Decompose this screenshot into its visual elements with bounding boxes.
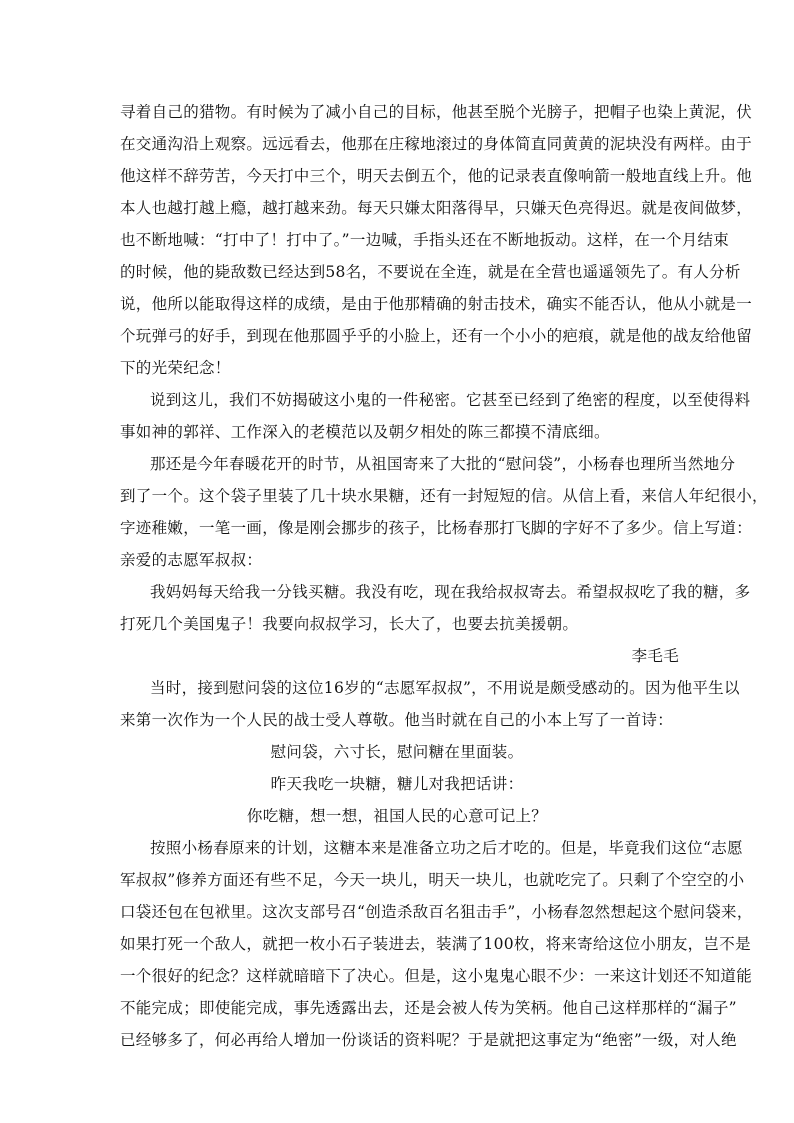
text-line: 寻着自己的猎物。有时候为了减小自己的目标，他甚至脱个光膀子，把帽子也染上黄泥，伏 bbox=[120, 103, 753, 121]
poem-line: 昨天我吃一块糖，糖儿对我把话讲： bbox=[270, 775, 524, 793]
text-line: 事如神的郭祥、工作深入的老模范以及朝夕相处的陈三都摸不清底细。 bbox=[120, 423, 610, 441]
text-line: 的时候，他的毙敌数已经达到58名，不要说在全连，就是在全营也遥遥领先了。有人分析 bbox=[120, 263, 741, 281]
paragraph-first-line: 那还是今年春暖花开的时节，从祖国寄来了大批的“慰问袋”，小杨春也理所当然地分 bbox=[150, 455, 736, 473]
text-line: 一个很好的纪念？这样就暗暗下了决心。但是，这小鬼鬼心眼不少：一来这计划还不知道能 bbox=[120, 967, 753, 985]
text-line: 也不断地喊：“打中了！打中了。”一边喊，手指头还在不断地扳动。这样，在一个月结束 bbox=[120, 231, 730, 249]
text-line: 个玩弹弓的好手，到现在他那圆乎乎的小脸上，还有一个小小的疤痕，就是他的战友给他留 bbox=[120, 327, 753, 345]
paragraph-first-line: 当时，接到慰问袋的这位16岁的“志愿军叔叔”，不用说是颇受感动的。因为他平生以 bbox=[150, 679, 740, 697]
letter-signature: 李毛毛 bbox=[631, 647, 679, 665]
text-line: 说，他所以能取得这样的成绩，是由于他那精确的射击技术，确实不能否认，他从小就是一 bbox=[120, 295, 753, 313]
text-line: 不能完成；即使能完成，事先透露出去，还是会被人传为笑柄。他自己这样那样的“漏子” bbox=[120, 999, 737, 1017]
text-line: 他这样不辞劳苦，今天打中三个，明天去倒五个，他的记录表直像响箭一般地直线上升。他 bbox=[120, 167, 753, 185]
letter-body-line: 打死几个美国鬼子！我要向叔叔学习，长大了，也要去抗美援朝。 bbox=[120, 615, 579, 633]
text-line: 字迹稚嫩，一笔一画，像是刚会挪步的孩子，比杨春那打飞脚的字好不了多少。信上写道： bbox=[120, 519, 753, 537]
letter-salutation: 亲爱的志愿军叔叔： bbox=[120, 551, 263, 569]
text-line: 在交通沟沿上观察。远远看去，他那在庄稼地滚过的身体简直同黄黄的泥块没有两样。由于 bbox=[120, 135, 753, 153]
paragraph-first-line: 说到这儿，我们不妨揭破这小鬼的一件秘密。它甚至已经到了绝密的程度，以至使得料 bbox=[150, 391, 751, 409]
poem-line: 慰问袋，六寸长，慰问糖在里面装。 bbox=[270, 743, 524, 761]
text-line: 如果打死一个敌人，就把一枚小石子装进去，装满了100枚，将来寄给这位小朋友，岂不是 bbox=[120, 935, 751, 953]
poem-line: 你吃糖，想一想，祖国人民的心意可记上？ bbox=[246, 807, 548, 825]
text-line: 已经够多了，何必再给人增加一份谈话的资料呢？于是就把这事定为“绝密”一级，对人绝 bbox=[120, 1031, 737, 1049]
text-line: 到了一个。这个袋子里装了几十块水果糖，还有一封短短的信。从信上看，来信人年纪很小， bbox=[120, 487, 768, 505]
letter-body-line: 我妈妈每天给我一分钱买糖。我没有吃，现在我给叔叔寄去。希望叔叔吃了我的糖，多 bbox=[150, 583, 751, 601]
text-line: 军叔叔”修养方面还有些不足，今天一块儿，明天一块儿，也就吃完了。只剩了个空空的小 bbox=[120, 871, 745, 889]
text-line: 口袋还包在包袱里。这次支部号召“创造杀敌百名狙击手”，小杨春忽然想起这个慰问袋来， bbox=[120, 903, 753, 921]
text-line: 来第一次作为一个人民的战士受人尊敬。他当时就在自己的小本上写了一首诗： bbox=[120, 711, 674, 729]
paragraph-first-line: 按照小杨春原来的计划，这糖本来是准备立功之后才吃的。但是，毕竟我们这位“志愿 bbox=[150, 839, 743, 857]
text-line: 本人也越打越上瘾，越打越来劲。每天只嫌太阳落得早，只嫌天色亮得迟。就是夜间做梦， bbox=[120, 199, 753, 217]
text-line: 下的光荣纪念！ bbox=[120, 359, 231, 377]
